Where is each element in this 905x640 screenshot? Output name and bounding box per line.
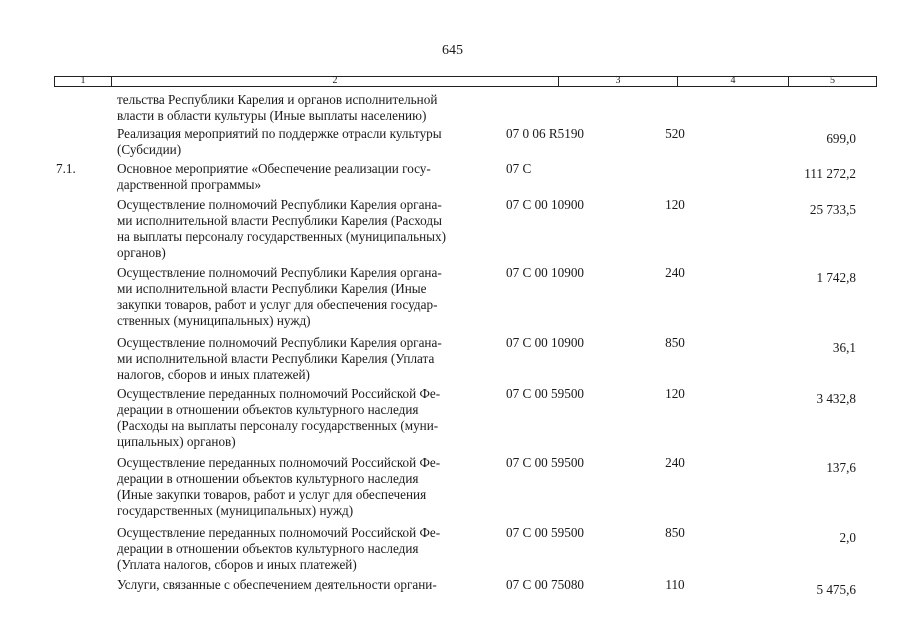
page-number: 645 [442,43,463,58]
row-type: 520 [665,126,685,141]
row-code: 07 С [506,161,532,176]
header-col-3: 3 [615,75,621,86]
row-name: Реализация мероприятий по поддержке отрасли культуры (Субсидии) [117,126,442,157]
header-col-2: 2 [332,75,338,86]
row-type: 240 [665,455,685,470]
row-name: Осуществление переданных полномочий Российской Фе- дерации в отношении объектов культурного наследия (Уплата налогов, сборов и иных платежей) [117,525,441,572]
row-amount: 36,1 [832,340,856,355]
row-code: 07 С 00 10900 [506,265,585,280]
row-name: Осуществление переданных полномочий Российской Фе- дерации в отношении объектов культурного наследия (Расходы на выплаты персоналу государственных (муни- ципальных) органов) [117,386,441,449]
header-col-4: 4 [730,75,736,86]
row-name: Осуществление полномочий Республики Карелия органа- ми исполнительной власти Республики Карелия (Иные закупки товаров, работ и услуг для обеспечения государ- ственных (муниципальных) нужд) [117,265,442,328]
row-amount: 137,6 [826,460,856,475]
row-amount: 2,0 [839,530,856,545]
row-name: тельства Республики Карелия и органов исполнительной власти в области культуры (Иные выплаты населению) [117,92,438,123]
row-amount: 111 272,2 [804,166,856,181]
row-name: Осуществление полномочий Республики Карелия органа- ми исполнительной власти Республики Карелия (Расходы на выплаты персоналу государственных (муниципальных) органов) [117,197,446,260]
row-code: 07 0 06 R5190 [506,126,585,141]
row-type: 850 [665,525,685,540]
row-amount: 5 475,6 [816,582,856,597]
row-amount: 699,0 [826,131,856,146]
header-col-1: 1 [80,75,86,86]
row-code: 07 С 00 10900 [506,197,585,212]
row-type: 120 [665,386,685,401]
header-col-5: 5 [830,75,835,86]
row-code: 07 С 00 59500 [506,455,585,470]
row-type: 850 [665,335,685,350]
row-name: Основное мероприятие «Обеспечение реализации госу- дарственной программы» [117,161,431,192]
row-number: 7.1. [56,161,76,176]
row-amount: 25 733,5 [809,202,856,217]
table-header [54,76,877,87]
row-name: Осуществление полномочий Республики Карелия органа- ми исполнительной власти Республики Карелия (Уплата налогов, сборов и иных платежей) [117,335,442,382]
row-code: 07 С 00 75080 [506,577,585,592]
row-amount: 3 432,8 [816,391,856,406]
row-name: Осуществление переданных полномочий Российской Фе- дерации в отношении объектов культурного наследия (Иные закупки товаров, работ и услуг для обеспечения государственных (муниципальных) нужд) [117,455,441,518]
row-code: 07 С 00 10900 [506,335,585,350]
row-type: 240 [665,265,685,280]
row-code: 07 С 00 59500 [506,386,585,401]
row-type: 110 [665,577,685,592]
row-type: 120 [665,197,685,212]
row-name: Услуги, связанные с обеспечением деятельности органи- [117,577,437,592]
row-code: 07 С 00 59500 [506,525,585,540]
row-amount: 1 742,8 [816,270,856,285]
